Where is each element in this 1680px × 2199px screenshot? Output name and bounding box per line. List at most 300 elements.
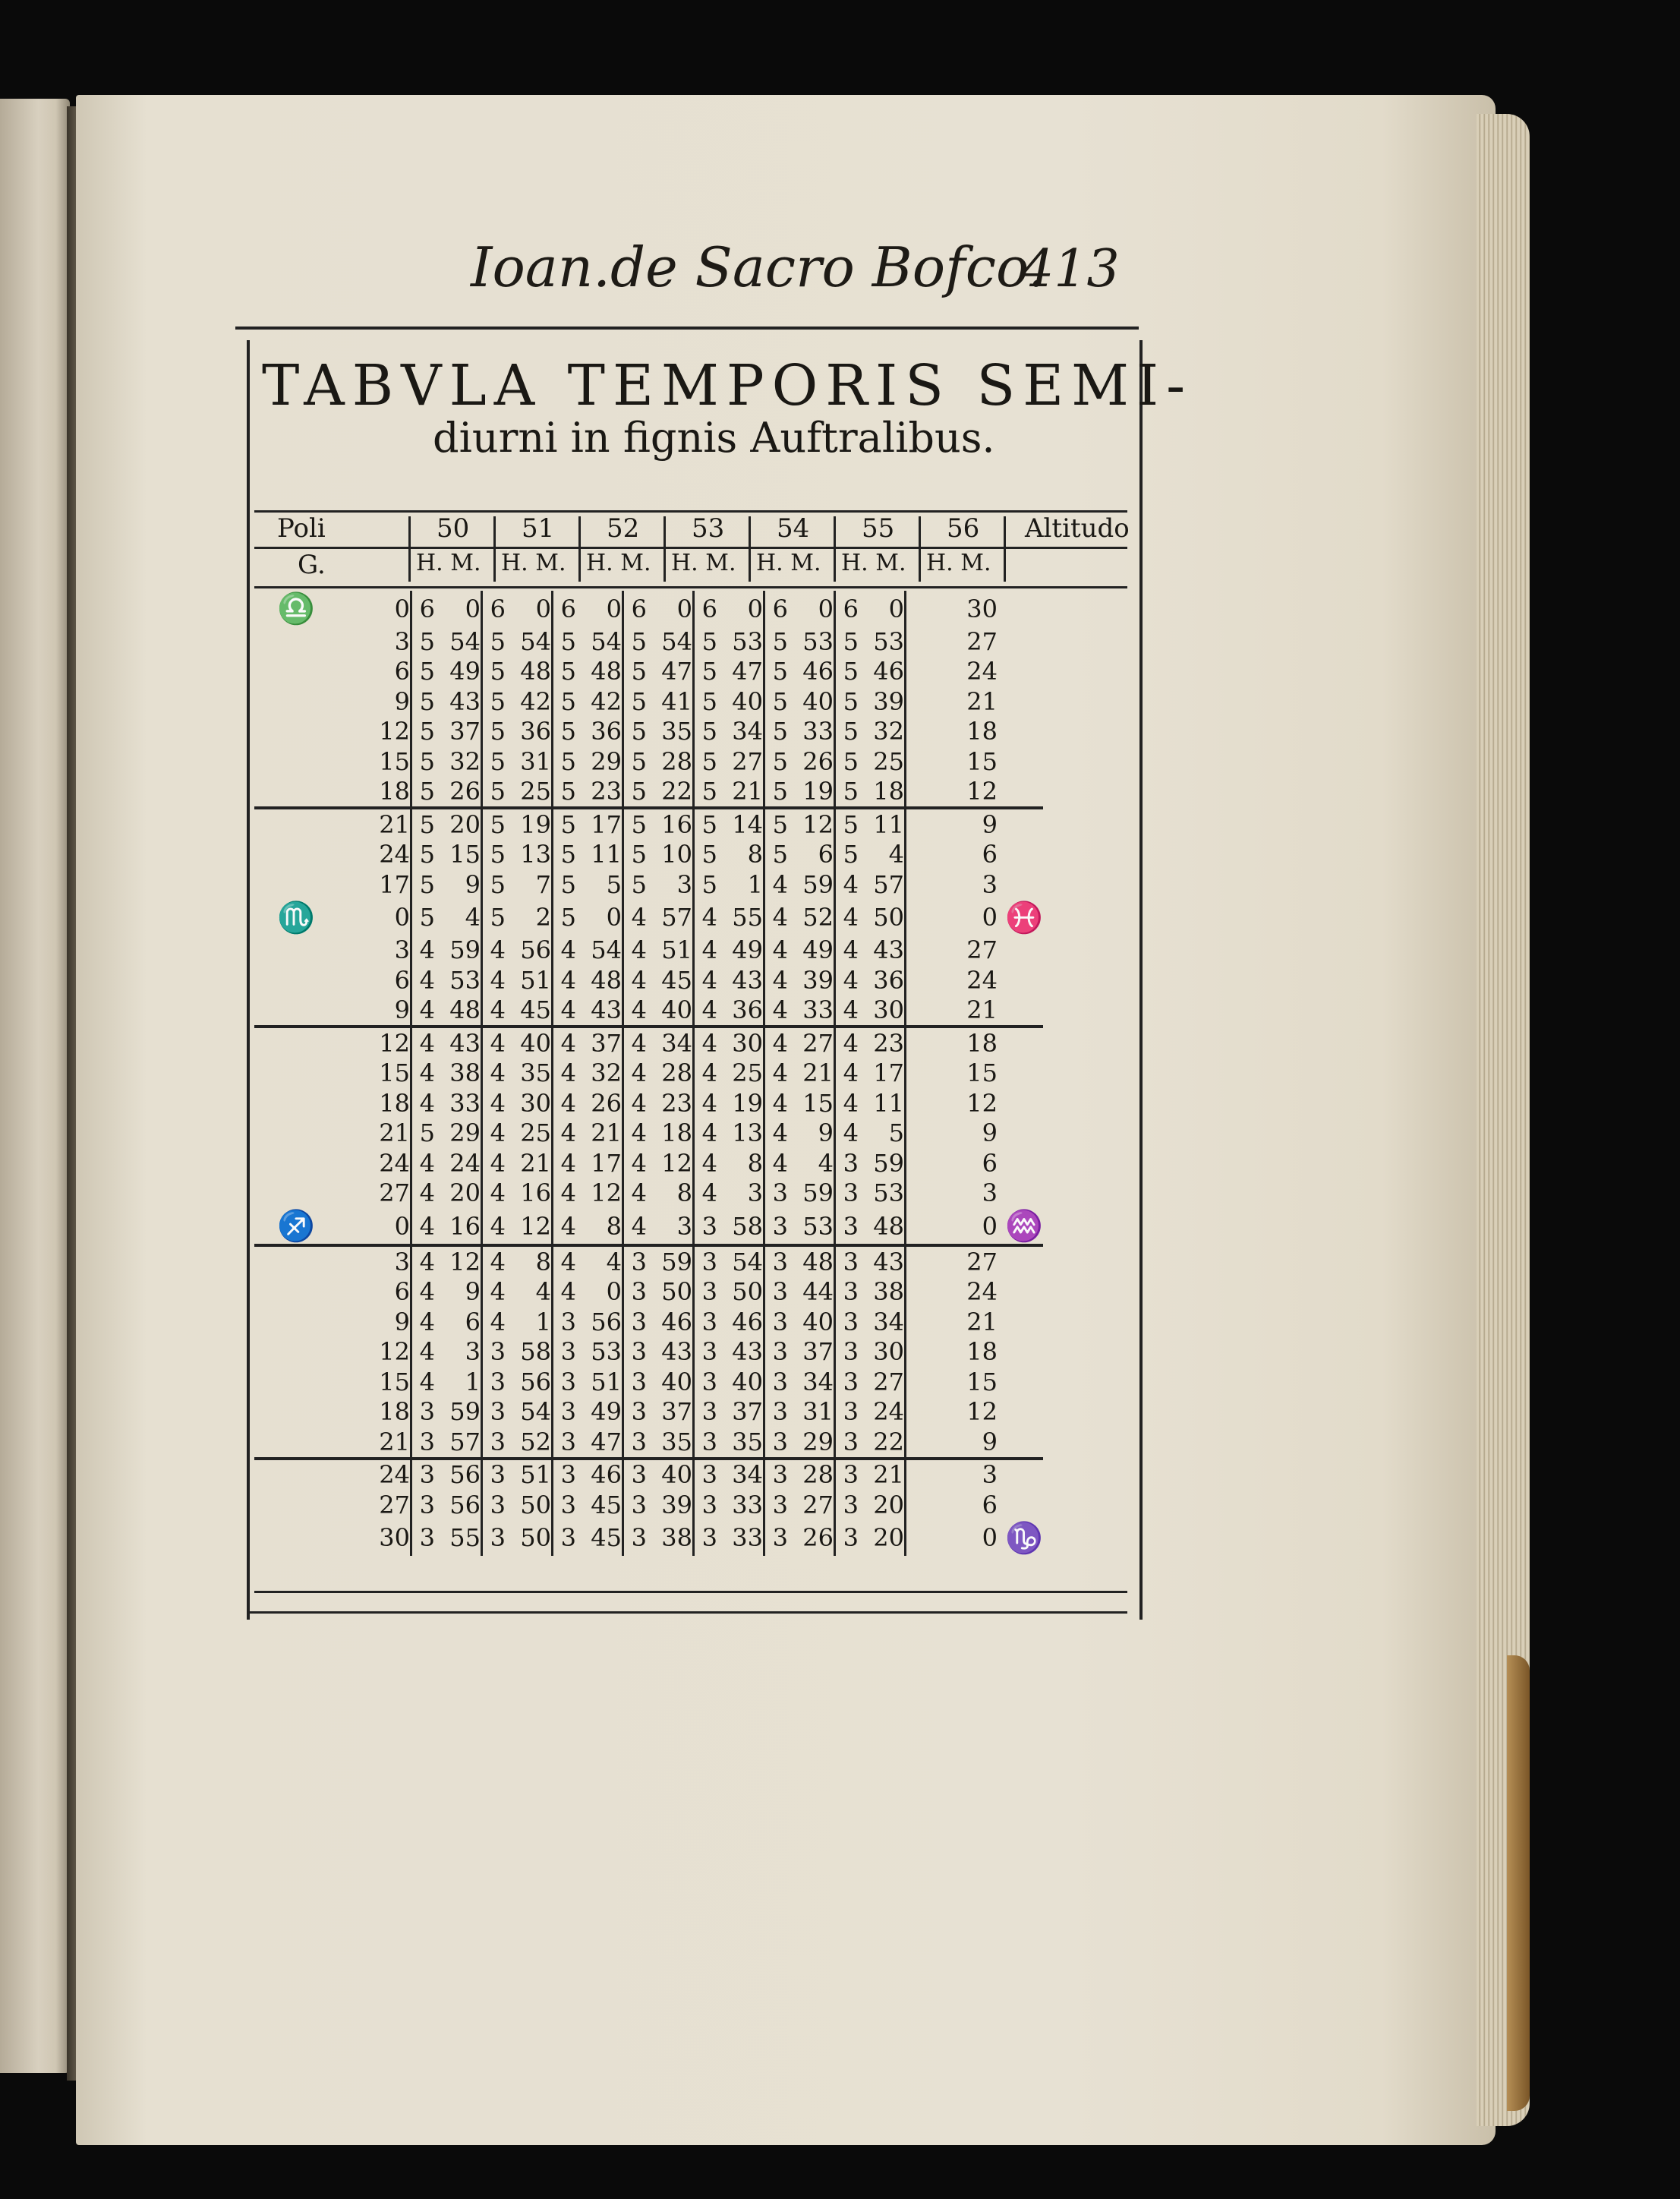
minute-cell: 53 [449,965,481,995]
hour-cell: 4 [694,1118,718,1149]
hour-cell: 4 [764,995,789,1027]
hour-cell: 5 [553,808,577,840]
minute-cell: 9 [818,1118,834,1148]
hour-cell: 4 [482,1208,506,1245]
minute-cell: 10 [661,840,692,869]
hour-cell: 4 [623,900,648,935]
minute-cell: 11 [873,1088,904,1118]
opposite-sign-cell: ♓ [1005,900,1043,935]
hour-cell: 4 [764,900,789,935]
hour-cell: 5 [623,746,648,777]
minute-cell: 9 [465,1277,481,1307]
hour-cell: 5 [553,777,577,809]
hour-cell: 5 [623,717,648,747]
hour-cell: 5 [694,808,718,840]
minute-cell: 21 [520,1148,551,1178]
minute-cell: 54 [520,626,551,656]
hour-cell: 3 [694,1367,718,1397]
minute-cell: 21 [717,777,764,809]
hour-cell: 3 [694,1459,718,1491]
hour-cell: 4 [411,1208,436,1245]
hour-cell: 5 [482,686,506,717]
table-title-line-2: diurni in fignis Auftralibus. [433,414,995,462]
minute-cell: 48 [520,657,551,686]
hour-cell: 3 [623,1490,648,1520]
hour-cell: 4 [482,1307,506,1337]
minute-cell: 28 [802,1460,834,1490]
zodiac-sign-cell [254,1277,315,1308]
altitude-cell: 9 [906,1118,998,1149]
zodiac-sign-cell [254,869,315,900]
hour-cell: 3 [764,1245,789,1277]
zodiac-sign-cell [254,1520,315,1556]
degree-cell: 21 [379,1118,410,1148]
header-hm-56: H. M. [926,550,991,576]
minute-cell: 36 [873,965,904,995]
header-column-rule [834,516,836,582]
hour-cell: 5 [694,840,718,870]
hour-cell: 6 [482,591,506,626]
hour-cell: 5 [482,900,506,935]
hour-cell: 4 [694,1088,718,1118]
header-column-54: 54 [777,513,810,544]
table-row [254,626,1043,657]
opposite-sign-cell [998,746,1043,777]
zodiac-sign-cell: ♎ [277,592,315,626]
altitude-cell: 21 [906,686,998,717]
hour-cell: 5 [694,777,718,809]
zodiac-sign-cell [254,1118,315,1149]
opposite-sign-cell [998,1459,1043,1491]
minute-cell: 43 [661,1337,692,1367]
hour-cell: 4 [694,1058,718,1089]
hour-cell: 6 [694,591,718,626]
minute-cell: 40 [732,1367,763,1396]
altitude-cell: 15 [906,746,998,777]
hour-cell: 4 [553,1118,577,1149]
hour-cell: 3 [482,1427,506,1459]
minute-cell: 27 [802,1028,834,1058]
minute-cell: 35 [661,717,692,746]
hour-cell: 3 [764,1277,789,1308]
altitude-cell: 24 [906,657,998,687]
minute-cell: 51 [520,965,551,995]
zodiac-sign-cell [254,808,315,840]
degree-cell: 21 [315,1427,411,1459]
hour-cell: 3 [553,1367,577,1397]
hour-cell: 5 [553,900,577,935]
opposite-sign-cell [998,1058,1043,1089]
minute-cell: 32 [873,717,904,746]
minute-cell: 12 [802,809,834,839]
minute-cell: 27 [802,1490,834,1519]
minute-cell: 50 [661,1277,692,1307]
minute-cell: 34 [661,1028,692,1058]
minute-cell: 54 [591,935,622,965]
degree-cell: 0 [394,903,410,932]
degree-cell: 6 [394,657,410,686]
minute-cell: 12 [661,1148,692,1178]
opposite-sign-cell: ♑ [1005,1520,1043,1556]
header-poli: Poli [277,513,326,544]
hour-cell: 5 [623,626,648,657]
minute-cell: 16 [520,1178,551,1208]
table-row [254,1459,1043,1491]
hour-cell: 3 [694,1245,718,1277]
minute-cell: 33 [732,1490,763,1519]
degree-cell: 6 [394,965,410,995]
degree-cell: 17 [379,869,410,899]
minute-cell: 25 [520,1118,551,1148]
header-bottom-rule [254,586,1127,588]
hour-cell: 6 [411,591,436,626]
zodiac-sign-cell [254,657,315,687]
hour-cell: 3 [553,1520,577,1556]
minute-cell: 4 [888,840,904,869]
minute-cell: 23 [576,777,623,809]
hour-cell: 3 [623,1367,648,1397]
minute-cell: 40 [661,1367,692,1396]
minute-cell: 54 [732,1247,763,1276]
minute-cell: 41 [661,686,692,716]
minute-cell: 50 [520,1523,551,1552]
hour-cell: 4 [553,995,577,1027]
hour-cell: 5 [694,626,718,657]
hour-cell: 4 [835,935,859,966]
minute-cell: 40 [661,1460,692,1490]
hour-cell: 3 [411,1490,436,1520]
minute-cell: 40 [732,686,763,716]
minute-cell: 46 [873,657,904,686]
hour-cell: 5 [764,777,789,809]
hour-cell: 3 [694,1520,718,1556]
table-row [254,1118,1043,1149]
minute-cell: 53 [873,626,904,656]
hour-cell: 5 [835,746,859,777]
hour-cell: 4 [835,869,859,900]
zodiac-sign-cell [254,965,315,995]
minute-cell: 54 [661,626,692,656]
hour-cell: 4 [835,900,859,935]
hour-cell: 3 [764,1367,789,1397]
zodiac-sign-cell: ♐ [254,1208,315,1245]
hour-cell: 3 [411,1397,436,1428]
altitude-cell: 12 [906,777,998,809]
minute-cell: 8 [747,1148,763,1178]
hour-cell: 4 [553,1148,577,1178]
hour-cell: 4 [482,1178,506,1209]
header-altitudo: Altitudo [1025,513,1130,544]
hour-cell: 5 [623,777,648,809]
hour-cell: 4 [764,1148,789,1178]
table-row [254,1277,1043,1308]
hour-cell: 4 [623,1088,648,1118]
zodiac-sign-cell [254,1245,315,1277]
table-row [254,1027,1043,1058]
minute-cell: 28 [661,746,692,776]
minute-cell: 38 [449,1058,481,1088]
hour-cell: 3 [835,1397,859,1428]
minute-cell: 0 [818,594,834,623]
minute-cell: 45 [661,965,692,995]
hour-cell: 4 [553,1027,577,1058]
table-row [254,686,1043,717]
minute-cell: 43 [449,1028,481,1058]
minute-cell: 0 [606,594,622,623]
header-g: G. [298,550,326,580]
degree-cell: 0 [315,1208,411,1245]
minute-cell: 42 [520,686,551,716]
table-row [254,746,1043,777]
hour-cell: 4 [623,1148,648,1178]
minute-cell: 1 [465,1367,481,1396]
minute-cell: 19 [520,809,551,839]
altitude-cell: 0 [906,1520,998,1556]
minute-cell: 27 [732,746,763,776]
hour-cell: 4 [411,1337,436,1368]
hour-cell: 4 [835,965,859,995]
hour-cell: 5 [694,746,718,777]
altitude-cell: 18 [906,717,998,747]
zodiac-sign-cell [254,717,315,747]
zodiac-sign-cell [254,686,315,717]
table-row [254,1307,1043,1337]
minute-cell: 0 [535,594,551,623]
minute-cell: 26 [802,746,834,776]
hour-cell: 3 [764,1520,789,1556]
minute-cell: 35 [520,1058,551,1088]
minute-cell: 57 [661,903,692,932]
minute-cell: 34 [732,1460,763,1490]
hour-cell: 3 [835,1245,859,1277]
hour-cell: 4 [623,1027,648,1058]
minute-cell: 5 [606,869,622,899]
zodiac-sign-cell [254,1490,315,1520]
minute-cell: 40 [802,686,834,716]
hour-cell: 4 [482,965,506,995]
minute-cell: 3 [465,1337,481,1367]
hour-cell: 4 [764,1118,789,1149]
minute-cell: 0 [465,594,481,623]
hour-cell: 5 [764,840,789,870]
hour-cell: 4 [482,1088,506,1118]
minute-cell: 7 [535,869,551,899]
minute-cell: 32 [591,1058,622,1088]
hour-cell: 3 [835,1178,859,1209]
hour-cell: 3 [553,1337,577,1368]
minute-cell: 26 [802,1523,834,1552]
hour-cell: 3 [411,1459,436,1491]
minute-cell: 53 [802,626,834,656]
minute-cell: 46 [732,1307,763,1336]
minute-cell: 54 [520,1397,551,1427]
minute-cell: 56 [591,1307,622,1336]
minute-cell: 33 [449,1088,481,1118]
minute-cell: 49 [449,657,481,686]
hour-cell: 4 [553,1058,577,1089]
altitude-cell: 9 [906,1427,998,1459]
hour-cell: 5 [482,777,506,809]
degree-cell: 18 [315,777,411,809]
minute-cell: 11 [873,809,904,839]
minute-cell: 22 [859,1427,906,1459]
minute-cell: 17 [591,809,622,839]
minute-cell: 27 [873,1367,904,1396]
header-hm-53: H. M. [671,550,736,576]
hour-cell: 5 [764,657,789,687]
hour-cell: 3 [694,1427,718,1459]
hour-cell: 4 [411,1178,436,1209]
degree-cell: 3 [394,935,410,965]
minute-cell: 59 [873,1148,904,1178]
hour-cell: 4 [411,1307,436,1337]
zodiac-sign-cell [254,1397,315,1428]
minute-cell: 3 [647,1208,694,1245]
hour-cell: 5 [482,808,506,840]
hour-cell: 3 [482,1367,506,1397]
hour-cell: 4 [835,1027,859,1058]
hour-cell: 3 [835,1148,859,1178]
hour-cell: 5 [623,657,648,687]
frame-bottom-rule [247,1611,1127,1614]
hour-cell: 5 [553,657,577,687]
opposite-sign-cell [998,840,1043,870]
hour-cell: 4 [411,1277,436,1308]
hour-cell: 4 [694,1148,718,1178]
table-row [254,1520,1043,1556]
zodiac-sign-cell: ♏ [277,900,315,935]
minute-cell: 29 [449,1118,481,1148]
minute-cell: 5 [888,1118,904,1148]
minute-cell: 57 [873,869,904,899]
table-row [254,1397,1043,1428]
minute-cell: 1 [747,869,763,899]
header-hm-52: H. M. [586,550,651,576]
minute-cell: 36 [520,717,551,746]
hour-cell: 5 [835,657,859,687]
degree-cell: 12 [379,717,410,746]
hour-cell: 5 [411,626,436,657]
minute-cell: 50 [732,1277,763,1307]
altitude-cell: 0 [906,900,998,935]
hour-cell: 4 [835,995,859,1027]
hour-cell: 5 [694,869,718,900]
minute-cell: 48 [591,965,622,995]
hour-cell: 3 [623,1245,648,1277]
minute-cell: 48 [591,657,622,686]
table-row [254,1148,1043,1178]
hour-cell: 5 [482,626,506,657]
hour-cell: 3 [623,1427,648,1459]
minute-cell: 8 [576,1208,623,1245]
hour-cell: 4 [411,1245,436,1277]
zodiac-sign-cell [254,935,315,966]
hour-cell: 3 [764,1208,789,1245]
opposite-sign-cell [998,1367,1043,1397]
minute-cell: 12 [591,1178,622,1208]
hour-cell: 3 [764,1490,789,1520]
hour-cell: 3 [694,1277,718,1308]
minute-cell: 43 [449,686,481,716]
degree-cell: 3 [394,1247,410,1276]
minute-cell: 21 [873,1460,904,1490]
hour-cell: 3 [835,1367,859,1397]
opposite-sign-cell [998,1397,1043,1428]
minute-cell: 56 [520,1367,551,1396]
minute-cell: 46 [591,1460,622,1490]
hour-cell: 4 [623,965,648,995]
altitude-cell: 18 [906,1027,998,1058]
altitude-cell: 3 [906,1178,998,1209]
altitude-cell: 21 [906,1307,998,1337]
minute-cell: 0 [676,594,692,623]
hour-cell: 3 [623,1337,648,1368]
hour-cell: 3 [835,1277,859,1308]
minute-cell: 38 [873,1277,904,1307]
hour-cell: 4 [835,1088,859,1118]
hour-cell: 4 [694,1027,718,1058]
table-bottom-rule [254,1591,1127,1593]
degree-cell: 9 [394,1307,410,1336]
hour-cell: 3 [553,1459,577,1491]
minute-cell: 13 [520,840,551,869]
hour-cell: 5 [411,840,436,870]
minute-cell: 4 [606,1247,622,1276]
degree-cell: 15 [379,1367,410,1396]
hour-cell: 3 [694,1208,718,1245]
hour-cell: 5 [411,657,436,687]
minute-cell: 20 [449,1178,481,1208]
minute-cell: 51 [520,1460,551,1490]
hour-cell: 3 [623,1459,648,1491]
minute-cell: 4 [818,1148,834,1178]
hour-cell: 4 [411,1148,436,1178]
hour-cell: 3 [694,1337,718,1368]
minute-cell: 20 [873,1490,904,1519]
hour-cell: 3 [835,1459,859,1491]
minute-cell: 12 [506,1208,553,1245]
minute-cell: 8 [747,840,763,869]
minute-cell: 19 [788,777,835,809]
degree-cell: 6 [394,1277,410,1307]
hour-cell: 4 [764,869,789,900]
hour-cell: 5 [694,657,718,687]
opposite-sign-cell [998,1277,1043,1308]
header-column-55: 55 [862,513,895,544]
degree-cell: 24 [379,840,410,869]
hour-cell: 5 [623,869,648,900]
minute-cell: 50 [873,903,904,932]
altitude-cell: 6 [906,1148,998,1178]
minute-cell: 49 [802,935,834,965]
minute-cell: 24 [873,1397,904,1427]
table-row [254,657,1043,687]
hour-cell: 3 [835,1307,859,1337]
minute-cell: 39 [802,965,834,995]
altitude-cell: 24 [906,965,998,995]
zodiac-sign-cell [254,1058,315,1089]
zodiac-sign-cell [254,1148,315,1178]
altitude-cell: 0 [906,1208,998,1245]
altitude-cell: 9 [906,808,998,840]
hour-cell: 4 [553,935,577,966]
minute-cell: 53 [591,1337,622,1367]
zodiac-sign-cell [254,1178,315,1209]
hour-cell: 6 [764,591,789,626]
degree-cell: 12 [379,1337,410,1367]
degree-cell: 9 [315,995,411,1027]
minute-cell: 40 [520,1028,551,1058]
